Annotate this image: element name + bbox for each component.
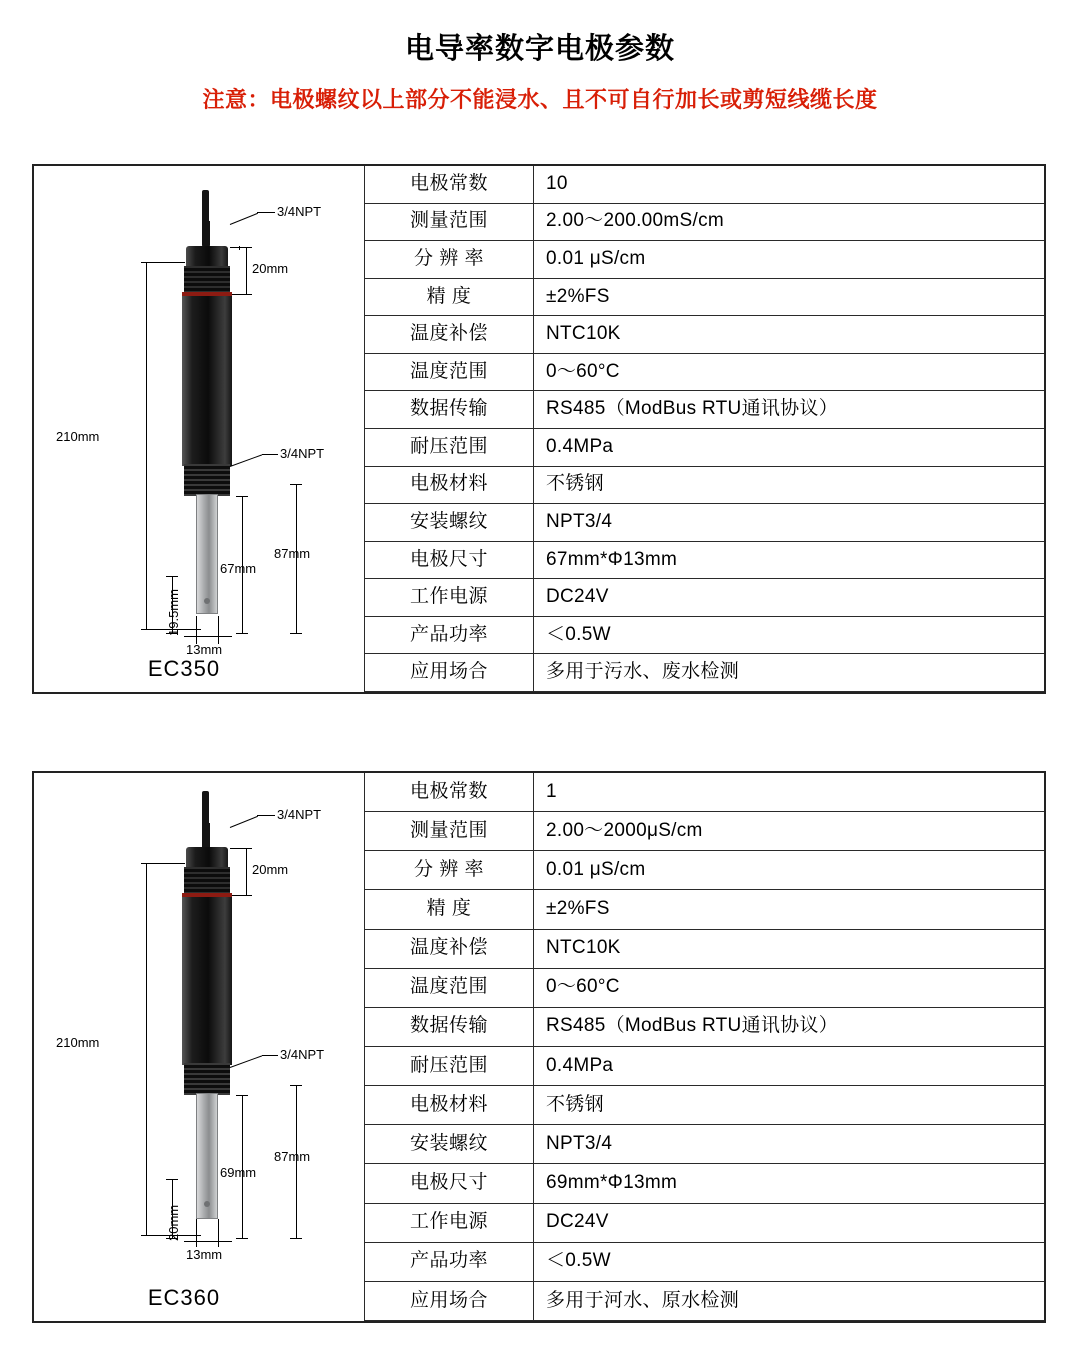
row-value: 0～60°C — [534, 968, 1045, 1007]
dim-13mm-ext-left — [196, 616, 197, 644]
dim-210mm-tick-top — [141, 262, 185, 263]
table-row — [365, 1242, 1045, 1281]
row-label: 温度补偿 — [365, 316, 534, 354]
dim-13mm-ext-left — [196, 1219, 197, 1247]
dim-20mm-line — [246, 848, 247, 895]
row-value: 0.01 μS/cm — [534, 241, 1045, 279]
table-row — [365, 929, 1045, 968]
row-value: RS485（ModBus RTU通讯协议） — [534, 1007, 1045, 1046]
row-label: 温度补偿 — [365, 929, 534, 968]
dim-69mm-tick-bot — [236, 1238, 248, 1239]
table-row — [365, 654, 1045, 692]
row-value: 69mm*Φ13mm — [534, 1164, 1045, 1203]
row-value: 不锈钢 — [534, 1086, 1045, 1125]
dim-67mm-tick-bot — [236, 633, 248, 634]
row-label: 电极材料 — [365, 1086, 534, 1125]
dim-label-diameter: 13mm — [186, 1247, 223, 1262]
leader-thread-top — [230, 213, 258, 225]
row-label: 分 辨 率 — [365, 851, 534, 890]
dim-87mm-tick-top — [290, 484, 302, 485]
dim-label-lower-length: 87mm — [274, 1149, 311, 1164]
row-value: 67mm*Φ13mm — [534, 541, 1045, 579]
row-label: 数据传输 — [365, 1007, 534, 1046]
row-label: 精 度 — [365, 278, 534, 316]
row-value: DC24V — [534, 1203, 1045, 1242]
dim-label-thread-top: 3/4NPT — [277, 807, 322, 822]
table-row — [365, 1086, 1045, 1125]
probe-bottom-thread — [184, 464, 230, 496]
dim-label-lower-length: 87mm — [274, 546, 311, 561]
table-row — [365, 241, 1045, 279]
row-label: 电极常数 — [365, 773, 534, 812]
row-label: 电极尺寸 — [365, 541, 534, 579]
row-label: 数据传输 — [365, 391, 534, 429]
table-row — [365, 353, 1045, 391]
row-value: ±2%FS — [534, 278, 1045, 316]
probe-cap — [186, 847, 228, 869]
row-value: 2.00～200.00mS/cm — [534, 203, 1045, 241]
row-value: 0.4MPa — [534, 1046, 1045, 1085]
table-row — [365, 278, 1045, 316]
table-row — [365, 504, 1045, 542]
row-value: 1 — [534, 773, 1045, 812]
leader-thread-top — [230, 816, 258, 828]
dim-label-tip-offset: 19.5mm — [166, 589, 181, 636]
dim-20mm-tick-top — [230, 848, 252, 849]
row-label: 工作电源 — [365, 1203, 534, 1242]
warning-note: 注意：电极螺纹以上部分不能浸水、且不可自行加长或剪短线缆长度 — [202, 87, 878, 112]
probe-body — [182, 897, 232, 1065]
figure-caption-ec360: EC360 — [147, 1285, 221, 1310]
spec-block-ec350 — [32, 164, 1046, 694]
probe-tip-sensor — [204, 598, 210, 604]
table-row — [365, 1164, 1045, 1203]
dim-label-cap-height: 20mm — [252, 862, 289, 877]
row-value: 2.00～2000μS/cm — [534, 812, 1045, 851]
table-row — [365, 851, 1045, 890]
dim-label-total-length: 210mm — [56, 429, 100, 444]
table-row — [365, 616, 1045, 654]
dim-label-electrode-length: 69mm — [220, 1165, 257, 1180]
dim-13mm-ext-right — [218, 616, 219, 644]
dim-210mm-tick-top — [141, 863, 185, 864]
row-label: 应用场合 — [365, 1281, 534, 1320]
dim-87mm-tick-bot — [290, 1238, 302, 1239]
table-row — [365, 203, 1045, 241]
probe-figure-ec350 — [34, 166, 364, 692]
dim-label-cap-height: 20mm — [252, 261, 289, 276]
table-row — [365, 1046, 1045, 1085]
dim-20mm-line — [246, 247, 247, 294]
table-row — [365, 316, 1045, 354]
table-row — [365, 968, 1045, 1007]
spec-table-ec360 — [364, 773, 1044, 1321]
probe-body — [182, 296, 232, 466]
row-label: 测量范围 — [365, 203, 534, 241]
row-value: 不锈钢 — [534, 466, 1045, 504]
row-value: ＜0.5W — [534, 1242, 1045, 1281]
row-value: 0～60°C — [534, 353, 1045, 391]
row-label: 耐压范围 — [365, 1046, 534, 1085]
dim-87mm-tick-top — [290, 1085, 302, 1086]
row-label: 分 辨 率 — [365, 241, 534, 279]
dim-210mm-line — [146, 262, 147, 629]
spec-table-ec350 — [364, 166, 1044, 692]
row-value: ＜0.5W — [534, 616, 1045, 654]
leader-thread-bottom — [230, 454, 262, 467]
row-label: 工作电源 — [365, 579, 534, 617]
row-value: NPT3/4 — [534, 504, 1045, 542]
dim-label-thread-bottom: 3/4NPT — [280, 446, 325, 461]
table-row — [365, 1203, 1045, 1242]
row-label: 应用场合 — [365, 654, 534, 692]
table-row — [365, 541, 1045, 579]
dim-label-thread-bottom: 3/4NPT — [280, 1047, 325, 1062]
row-label: 电极常数 — [365, 166, 534, 203]
probe-cap — [186, 246, 228, 268]
row-label: 耐压范围 — [365, 428, 534, 466]
row-value: 10 — [534, 166, 1045, 203]
row-label: 产品功率 — [365, 1242, 534, 1281]
table-row — [365, 166, 1045, 203]
row-value: 0.4MPa — [534, 428, 1045, 466]
row-label: 安装螺纹 — [365, 504, 534, 542]
row-label: 产品功率 — [365, 616, 534, 654]
leader-thread-bottom-flat — [262, 1055, 278, 1056]
probe-cable-bend — [202, 221, 210, 249]
dim-20mm-tip-tick-top — [166, 1179, 178, 1180]
table-row — [365, 1281, 1045, 1320]
dim-label-total-length: 210mm — [56, 1035, 100, 1050]
dim-20mm-tick-top — [230, 247, 252, 248]
dim-label-diameter: 13mm — [186, 642, 223, 657]
dim-210mm-line — [146, 863, 147, 1235]
table-row — [365, 428, 1045, 466]
dim-label-tip-offset: 20mm — [166, 1204, 181, 1241]
table-row — [365, 466, 1045, 504]
dim-label-electrode-length: 67mm — [220, 561, 257, 576]
row-value: 0.01 μS/cm — [534, 851, 1045, 890]
probe-tip-sensor — [204, 1201, 210, 1207]
table-row — [365, 1007, 1045, 1046]
probe-top-thread — [184, 867, 230, 895]
dim-13mm-line — [184, 636, 232, 637]
row-label: 电极材料 — [365, 466, 534, 504]
dim-69mm-tick-top — [236, 1095, 248, 1096]
row-value: ±2%FS — [534, 890, 1045, 929]
figure-caption-ec350: EC350 — [147, 656, 221, 681]
table-row — [365, 391, 1045, 429]
row-value: NPT3/4 — [534, 1125, 1045, 1164]
row-value: NTC10K — [534, 316, 1045, 354]
dim-19-5mm-tick-top — [166, 576, 178, 577]
row-value: 多用于污水、废水检测 — [534, 654, 1045, 692]
table-row — [365, 890, 1045, 929]
dim-label-thread-top: 3/4NPT — [277, 204, 322, 219]
table-row — [365, 1125, 1045, 1164]
probe-bottom-thread — [184, 1063, 230, 1095]
table-row — [365, 773, 1045, 812]
table-row — [365, 812, 1045, 851]
leader-thread-top-flat — [257, 212, 275, 213]
dim-13mm-ext-right — [218, 1219, 219, 1247]
row-label: 温度范围 — [365, 353, 534, 391]
row-value: RS485（ModBus RTU通讯协议） — [534, 391, 1045, 429]
leader-thread-bottom — [230, 1055, 262, 1068]
probe-figure-ec360 — [34, 773, 364, 1321]
row-label: 测量范围 — [365, 812, 534, 851]
dim-20mm-tick-bot — [232, 895, 252, 896]
row-label: 电极尺寸 — [365, 1164, 534, 1203]
dim-20mm-tick-bot — [232, 294, 252, 295]
leader-thread-top-flat — [257, 815, 275, 816]
row-value: NTC10K — [534, 929, 1045, 968]
probe-shaft — [196, 494, 218, 614]
table-row — [365, 579, 1045, 617]
row-label: 精 度 — [365, 890, 534, 929]
row-label: 安装螺纹 — [365, 1125, 534, 1164]
row-value: 多用于河水、原水检测 — [534, 1281, 1045, 1320]
page-title: 电导率数字电极参数 — [404, 33, 675, 65]
probe-top-thread — [184, 266, 230, 294]
dim-87mm-tick-bot — [290, 633, 302, 634]
spec-block-ec360 — [32, 771, 1046, 1323]
row-value: DC24V — [534, 579, 1045, 617]
dim-13mm-line — [184, 1241, 232, 1242]
row-label: 温度范围 — [365, 968, 534, 1007]
leader-thread-bottom-flat — [262, 454, 278, 455]
dim-67mm-tick-top — [236, 496, 248, 497]
